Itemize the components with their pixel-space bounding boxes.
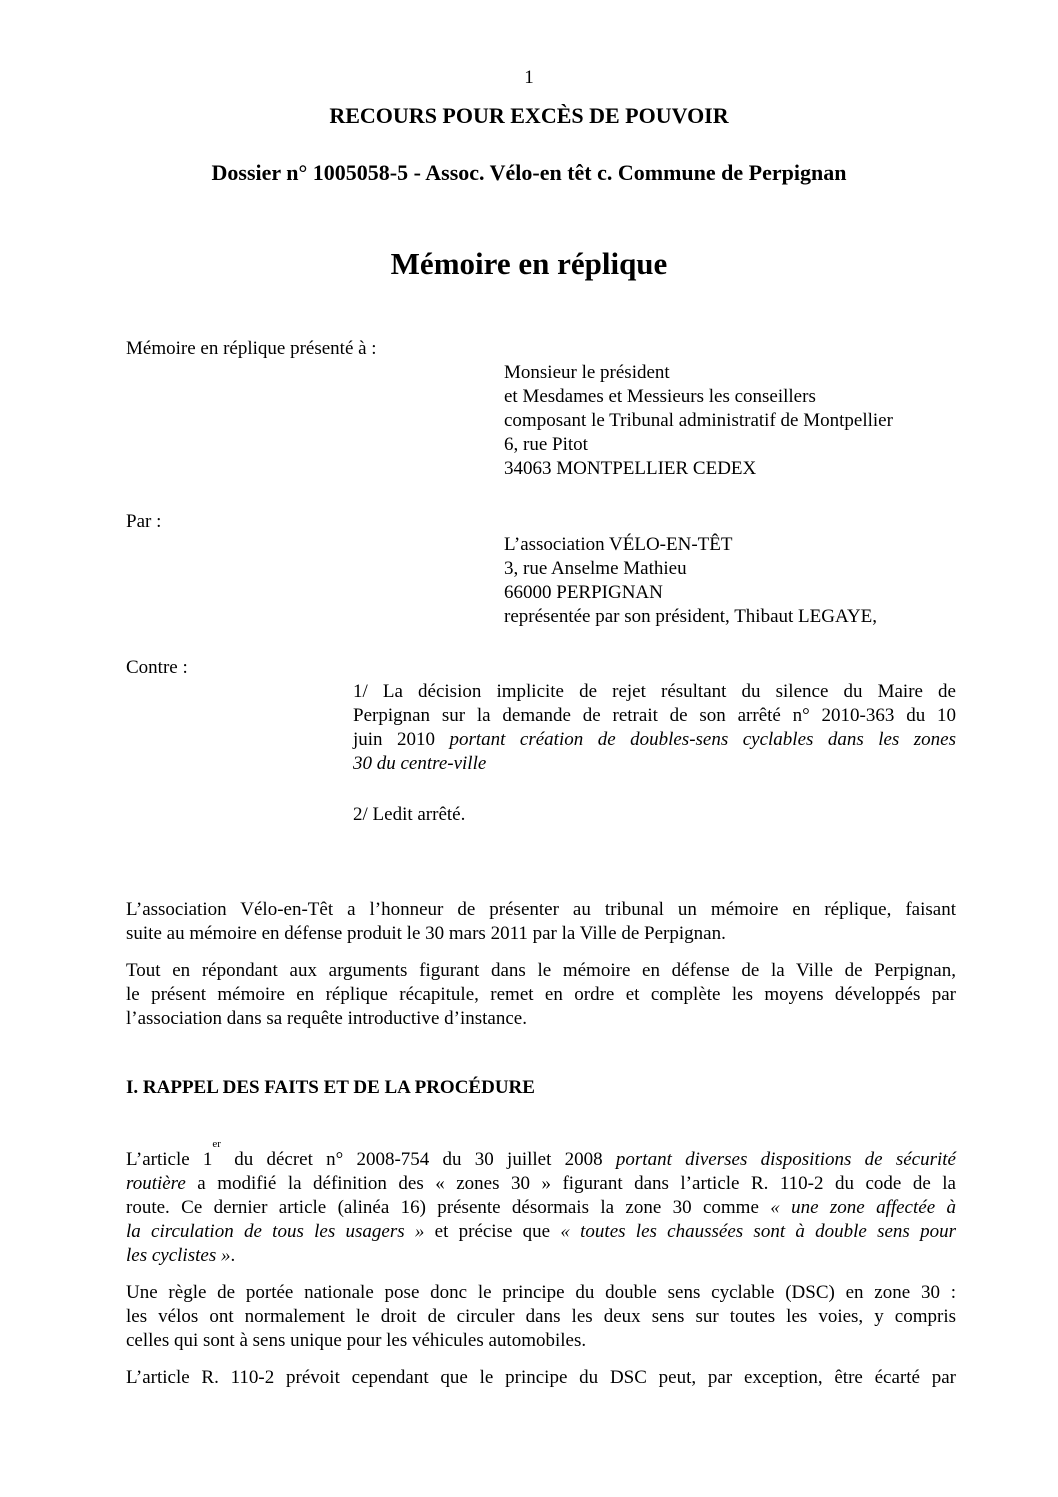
text-line: L’article R. 110-2 prévoit cependant que le principe du DSC peut, par exception, être écarté par bbox=[126, 1367, 956, 1388]
against-item-1 bbox=[353, 680, 956, 776]
italic-run: portant création de doubles-sens cyclables dans les zones bbox=[449, 729, 957, 750]
italic-run: 30 du centre-ville bbox=[353, 753, 487, 774]
italic-run: « toutes les chaussées sont à double sens pour bbox=[560, 1221, 956, 1242]
italic-run: les cyclistes » bbox=[126, 1245, 231, 1266]
by-label: Par : bbox=[126, 511, 162, 532]
text-line bbox=[126, 1244, 956, 1268]
text-run: du décret n° 2008-754 du 30 juillet 2008 bbox=[220, 1149, 616, 1170]
by-address bbox=[504, 533, 877, 629]
text-line: l’association dans sa requête introductive d’instance. bbox=[126, 1008, 527, 1029]
text-line bbox=[126, 1138, 956, 1172]
address-line: 66000 PERPIGNAN bbox=[504, 582, 663, 603]
page-number: 1 bbox=[524, 67, 534, 88]
text-line: Perpignan sur la demande de retrait de son arrêté n° 2010-363 du 10 bbox=[353, 705, 956, 726]
address-line: et Mesdames et Messieurs les conseillers bbox=[504, 386, 816, 407]
address-line: Monsieur le président bbox=[504, 362, 670, 383]
italic-run: routière bbox=[126, 1173, 186, 1194]
text-line bbox=[353, 752, 956, 776]
text-line: celles qui sont à sens unique pour les véhicules automobiles. bbox=[126, 1330, 587, 1351]
section1-paragraph-3 bbox=[126, 1366, 956, 1390]
section1-paragraph-1 bbox=[126, 1138, 956, 1268]
dossier-line: Dossier n° 1005058-5 - Assoc. Vélo-en têt c. Commune de Perpignan bbox=[211, 160, 847, 185]
against-item-2: 2/ Ledit arrêté. bbox=[353, 804, 466, 825]
intro-paragraph-2 bbox=[126, 959, 956, 1031]
text-line: Tout en répondant aux arguments figurant dans le mémoire en défense de la Ville de Perpignan, bbox=[126, 960, 956, 981]
section-heading: I. RAPPEL DES FAITS ET DE LA PROCÉDURE bbox=[126, 1077, 535, 1098]
text-line: Une règle de portée nationale pose donc le principe du double sens cyclable (DSC) en zone 30 : bbox=[126, 1282, 956, 1303]
italic-run: la circulation de tous les usagers » bbox=[126, 1221, 425, 1242]
against-label: Contre : bbox=[126, 657, 188, 678]
address-line: 3, rue Anselme Mathieu bbox=[504, 558, 687, 579]
address-line: 6, rue Pitot bbox=[504, 434, 588, 455]
italic-run: « une zone affectée à bbox=[770, 1197, 956, 1218]
text-line bbox=[126, 1172, 956, 1196]
text-line: les vélos ont normalement le droit de circuler dans les deux sens sur toutes les voies, y compris bbox=[126, 1306, 956, 1327]
text-run: route. Ce dernier article (alinéa 16) présente désormais la zone 30 comme bbox=[126, 1197, 771, 1218]
page-title: Mémoire en réplique bbox=[390, 246, 668, 281]
text-run: et précise que bbox=[424, 1221, 561, 1242]
document-heading: RECOURS POUR EXCÈS DE POUVOIR bbox=[329, 103, 729, 128]
text-line bbox=[126, 1220, 956, 1244]
address-line: 34063 MONTPELLIER CEDEX bbox=[504, 458, 757, 479]
intro-paragraph-1 bbox=[126, 898, 956, 946]
text-run: juin 2010 bbox=[353, 729, 450, 750]
address-line: représentée par son président, Thibaut LEGAYE, bbox=[504, 606, 878, 627]
text-run: . bbox=[230, 1245, 236, 1266]
text-line: le présent mémoire en réplique récapitule, remet en ordre et complète les moyens développés par bbox=[126, 984, 956, 1005]
text-line bbox=[126, 1196, 956, 1220]
address-line: L’association VÉLO-EN-TÊT bbox=[504, 534, 733, 555]
text-line: suite au mémoire en défense produit le 30 mars 2011 par la Ville de Perpignan. bbox=[126, 923, 726, 944]
presented-to-label: Mémoire en réplique présenté à : bbox=[126, 338, 377, 359]
presented-to-address bbox=[504, 361, 893, 481]
section1-paragraph-2 bbox=[126, 1281, 956, 1353]
text-line: 1/ La décision implicite de rejet résultant du silence du Maire de bbox=[353, 681, 956, 702]
text-run: L’article 1 bbox=[126, 1149, 213, 1170]
italic-run: portant diverses dispositions de sécurité bbox=[615, 1149, 956, 1170]
superscript: er bbox=[212, 1138, 221, 1150]
text-line bbox=[353, 728, 956, 752]
text-run: a modifié la définition des « zones 30 » figurant dans l’article R. 110-2 du code de la bbox=[185, 1173, 956, 1194]
text-line: L’association Vélo-en-Têt a l’honneur de présenter au tribunal un mémoire en réplique, faisant bbox=[126, 899, 956, 920]
address-line: composant le Tribunal administratif de Montpellier bbox=[504, 410, 893, 431]
